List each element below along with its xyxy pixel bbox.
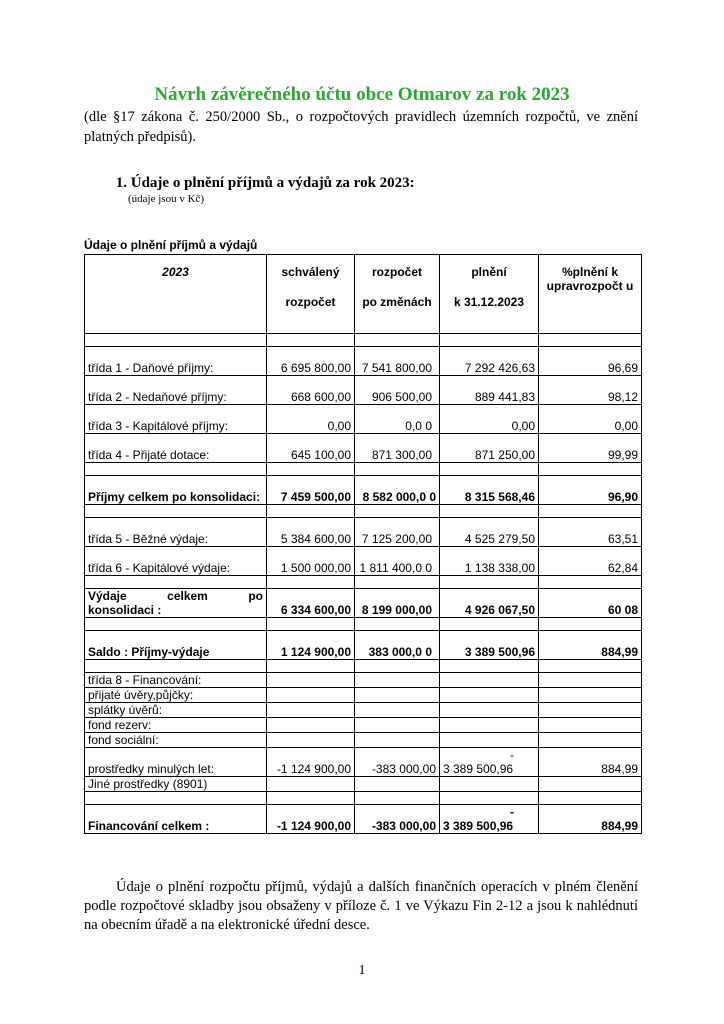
table-row [85, 718, 642, 733]
spacer-row [85, 463, 642, 476]
cell-pct: 62,84 [539, 547, 642, 576]
cell-schvaleny: 5 384 600,00 [267, 518, 355, 547]
header-zmeny-bottom: po změnách [362, 295, 432, 309]
cell-plneni: 889 441,83 [440, 376, 539, 405]
row-label [85, 589, 267, 618]
row-label: třída 1 - Daňové příjmy: [85, 347, 267, 376]
table-row [85, 688, 642, 703]
row-label: třída 8 - Financování: [85, 673, 267, 688]
row-label: přijaté úvěry,půjčky: [85, 688, 267, 703]
cell-zmeny: -383 000,00 [355, 805, 440, 834]
cell-zmeny-value: 383 000,0 0 [368, 645, 432, 659]
row-label: třída 4 - Přijaté dotace: [85, 434, 267, 463]
cell-zmeny-value: 7 541 800,00 [361, 361, 432, 375]
cell-plneni-dash: - [510, 748, 514, 762]
cell-schvaleny: -1 124 900,00 [267, 748, 355, 777]
table-row [85, 733, 642, 748]
cell-zmeny-value: 0,0 0 [405, 419, 432, 433]
cell-plneni: 871 250,00 [440, 434, 539, 463]
cell-pct: 96,69 [539, 347, 642, 376]
row-label-word: Výdaje [88, 589, 127, 603]
header-plneni-top: plnění [471, 265, 507, 279]
table-row [85, 547, 642, 576]
cell-plneni [440, 748, 539, 777]
cell-zmeny [355, 434, 440, 463]
spacer-row [85, 576, 642, 589]
cell-pct: 884,99 [539, 748, 642, 777]
table-row [85, 748, 642, 777]
cell-pct: 98,12 [539, 376, 642, 405]
cell-plneni-value: 3 389 500,96 [443, 762, 514, 776]
row-label: třída 2 - Nedaňové příjmy: [85, 376, 267, 405]
cell-plneni-value: 3 389 500,96 [443, 819, 514, 833]
cell-zmeny [355, 376, 440, 405]
cell-schvaleny: 1 124 900,00 [267, 631, 355, 660]
page-number: 1 [358, 963, 366, 978]
cell-pct: 99,99 [539, 434, 642, 463]
row-label: Jiné prostředky (8901) [85, 777, 267, 792]
table-caption: Údaje o plnění příjmů a výdajů [84, 238, 258, 252]
row-label: Financování celkem : [85, 805, 267, 834]
cell-plneni: 3 389 500,96 [440, 631, 539, 660]
cell-schvaleny: 6 334 600,00 [267, 589, 355, 618]
spacer-row [85, 618, 642, 631]
cell-pct: 0,00 [539, 405, 642, 434]
table-row [85, 673, 642, 688]
cell-zmeny [355, 405, 440, 434]
cell-schvaleny: 645 100,00 [267, 434, 355, 463]
row-label-word: celkem [167, 589, 208, 603]
section-number: 1. [115, 175, 127, 191]
cell-zmeny [355, 476, 440, 505]
header-schvaleny-top: schválený [281, 265, 340, 279]
cell-zmeny-value: 8 199 000,00 [361, 603, 432, 617]
table-row [85, 703, 642, 718]
cell-zmeny [355, 518, 440, 547]
table-header-row [85, 255, 642, 334]
cell-zmeny [355, 631, 440, 660]
table-row [85, 405, 642, 434]
cell-schvaleny: 1 500 000,00 [267, 547, 355, 576]
cell-zmeny-value: 1 811 400,0 0 [359, 561, 432, 575]
cell-zmeny [355, 347, 440, 376]
cell-plneni-dash: - [510, 805, 514, 819]
header-plneni-bottom: k 31.12.2023 [453, 295, 525, 309]
cell-schvaleny: 0,00 [267, 405, 355, 434]
spacer-row [85, 505, 642, 518]
cell-zmeny [355, 589, 440, 618]
section-note: (údaje jsou v Kč) [128, 193, 205, 205]
spacer-row [85, 660, 642, 673]
cell-pct: 884,99 [539, 805, 642, 834]
table-row-total [85, 805, 642, 834]
cell-pct: 63,51 [539, 518, 642, 547]
row-label: fond rezerv: [85, 718, 267, 733]
table-row [85, 518, 642, 547]
row-label: fond sociální: [85, 733, 267, 748]
cell-plneni: 0,00 [440, 405, 539, 434]
spacer-row [85, 334, 642, 347]
table-row [85, 434, 642, 463]
row-label: Saldo : Příjmy-výdaje [85, 631, 267, 660]
table-row-total [85, 589, 642, 618]
row-label: třída 5 - Běžné výdaje: [85, 518, 267, 547]
cell-plneni: 4 525 279,50 [440, 518, 539, 547]
cell-pct: 96,90 [539, 476, 642, 505]
header-year: 2023 [85, 255, 267, 334]
row-label: Příjmy celkem po konsolidaci: [85, 476, 267, 505]
document-title: Návrh závěrečného účtu obce Otmarov za rok 2023 [154, 84, 570, 105]
header-schvaleny [267, 255, 355, 334]
row-label: splátky úvěrů: [85, 703, 267, 718]
cell-plneni: 1 138 338,00 [440, 547, 539, 576]
cell-zmeny [355, 547, 440, 576]
budget-table [84, 254, 642, 834]
cell-zmeny-value: 906 500,00 [371, 390, 432, 404]
spacer-row [85, 792, 642, 805]
cell-plneni: 7 292 426,63 [440, 347, 539, 376]
table-row [85, 777, 642, 792]
cell-plneni [440, 805, 539, 834]
cell-pct: 884,99 [539, 631, 642, 660]
cell-plneni: 4 926 067,50 [440, 589, 539, 618]
header-schvaleny-bottom: rozpočet [285, 295, 336, 309]
cell-zmeny-value: 8 582 000,0 0 [362, 490, 436, 504]
row-label-word: po [248, 589, 263, 603]
table-row-total [85, 631, 642, 660]
cell-pct: 60 08 [539, 589, 642, 618]
cell-schvaleny: 6 695 800,00 [267, 347, 355, 376]
table-row [85, 347, 642, 376]
table-row [85, 376, 642, 405]
cell-schvaleny: -1 124 900,00 [267, 805, 355, 834]
section-heading [107, 175, 415, 192]
cell-schvaleny: 668 600,00 [267, 376, 355, 405]
header-zmeny-top: rozpočet [371, 265, 422, 279]
cell-zmeny-value: 7 125 200,00 [361, 532, 432, 546]
header-pct: %plnění k upravrozpočt u [539, 255, 642, 334]
row-label: prostředky minulých let: [85, 748, 267, 777]
document-subtitle: (dle §17 zákona č. 250/2000 Sb., o rozpočtových pravidlech územních rozpočtů, ve znění platných předpisů). [84, 109, 638, 145]
header-plneni [440, 255, 539, 334]
cell-zmeny: -383 000,00 [355, 748, 440, 777]
row-label-line1 [88, 589, 263, 603]
row-label: třída 6 - Kapitálové výdaje: [85, 547, 267, 576]
cell-plneni: 8 315 568,46 [440, 476, 539, 505]
row-label-line2: konsolidaci : [88, 603, 162, 617]
cell-schvaleny: 7 459 500,00 [267, 476, 355, 505]
table-row-total [85, 476, 642, 505]
row-label: třída 3 - Kapitálové příjmy: [85, 405, 267, 434]
cell-zmeny-value: 871 300,00 [371, 448, 432, 462]
footer-paragraph: Údaje o plnění rozpočtu příjmů, výdajů a dalších finančních operacích v plném členění podle rozpočtové skladby jsou obsaženy v příloze č. 1 ve Výkazu Fin 2-12 a jsou k nahlédnutí na obecním úřadě a na elektronické úřední desce. [84, 879, 638, 933]
section-heading-text: Údaje o plnění příjmů a výdajů za rok 2023: [130, 175, 415, 191]
header-zmeny [355, 255, 440, 334]
